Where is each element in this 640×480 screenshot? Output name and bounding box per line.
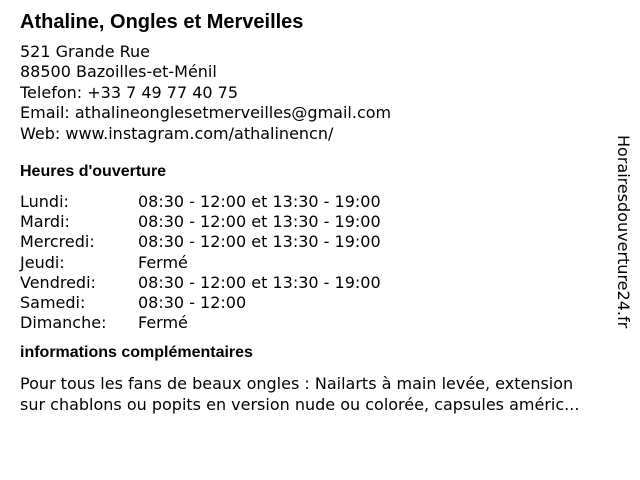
hours-row-samedi: [20, 293, 600, 313]
day-hours: Fermé: [138, 313, 188, 333]
day-hours: 08:30 - 12:00: [138, 293, 247, 313]
additional-info-text: [20, 373, 630, 415]
address-block: [20, 42, 600, 144]
hours-row-vendredi: [20, 273, 600, 293]
day-hours: 08:30 - 12:00 et 13:30 - 19:00: [138, 192, 381, 212]
day-hours: Fermé: [138, 252, 188, 272]
hours-row-dimanche: [20, 313, 600, 333]
opening-hours-table: [20, 192, 600, 333]
website: Web: www.instagram.com/athalinencn/: [20, 123, 334, 143]
day-hours: 08:30 - 12:00 et 13:30 - 19:00: [138, 212, 381, 232]
day-label: Jeudi:: [20, 252, 65, 272]
hours-row-mardi: [20, 212, 600, 232]
day-label: Samedi:: [20, 293, 86, 313]
opening-hours-title: Heures d'ouverture: [20, 163, 167, 181]
business-card: [20, 10, 600, 415]
hours-row-jeudi: [20, 253, 600, 273]
additional-info-title: informations complémentaires: [20, 344, 253, 362]
business-name: Athaline, Ongles et Merveilles: [20, 11, 304, 33]
city-address: 88500 Bazoilles-et-Ménil: [20, 62, 217, 82]
day-label: Mardi:: [20, 212, 70, 232]
phone-number: Telefon: +33 7 49 77 40 75: [20, 82, 239, 102]
day-label: Vendredi:: [20, 272, 96, 292]
street-address: 521 Grande Rue: [20, 42, 151, 61]
hours-row-mercredi: [20, 232, 600, 252]
day-label: Dimanche:: [20, 313, 107, 333]
day-hours: 08:30 - 12:00 et 13:30 - 19:00: [138, 232, 381, 252]
info-line-1: Pour tous les fans de beaux ongles : Nailarts à main levée, extension: [20, 374, 574, 394]
hours-row-lundi: [20, 192, 600, 212]
site-watermark: Horairesdouverture24.fr: [614, 135, 633, 329]
email-address: Email: athalineonglesetmerveilles@gmail.com: [20, 103, 392, 123]
day-hours: 08:30 - 12:00 et 13:30 - 19:00: [138, 272, 381, 292]
info-line-2: sur chablons ou popits en version nude ou colorée, capsules améric...: [20, 395, 580, 415]
day-label: Mercredi:: [20, 232, 95, 252]
day-label: Lundi:: [20, 192, 69, 212]
